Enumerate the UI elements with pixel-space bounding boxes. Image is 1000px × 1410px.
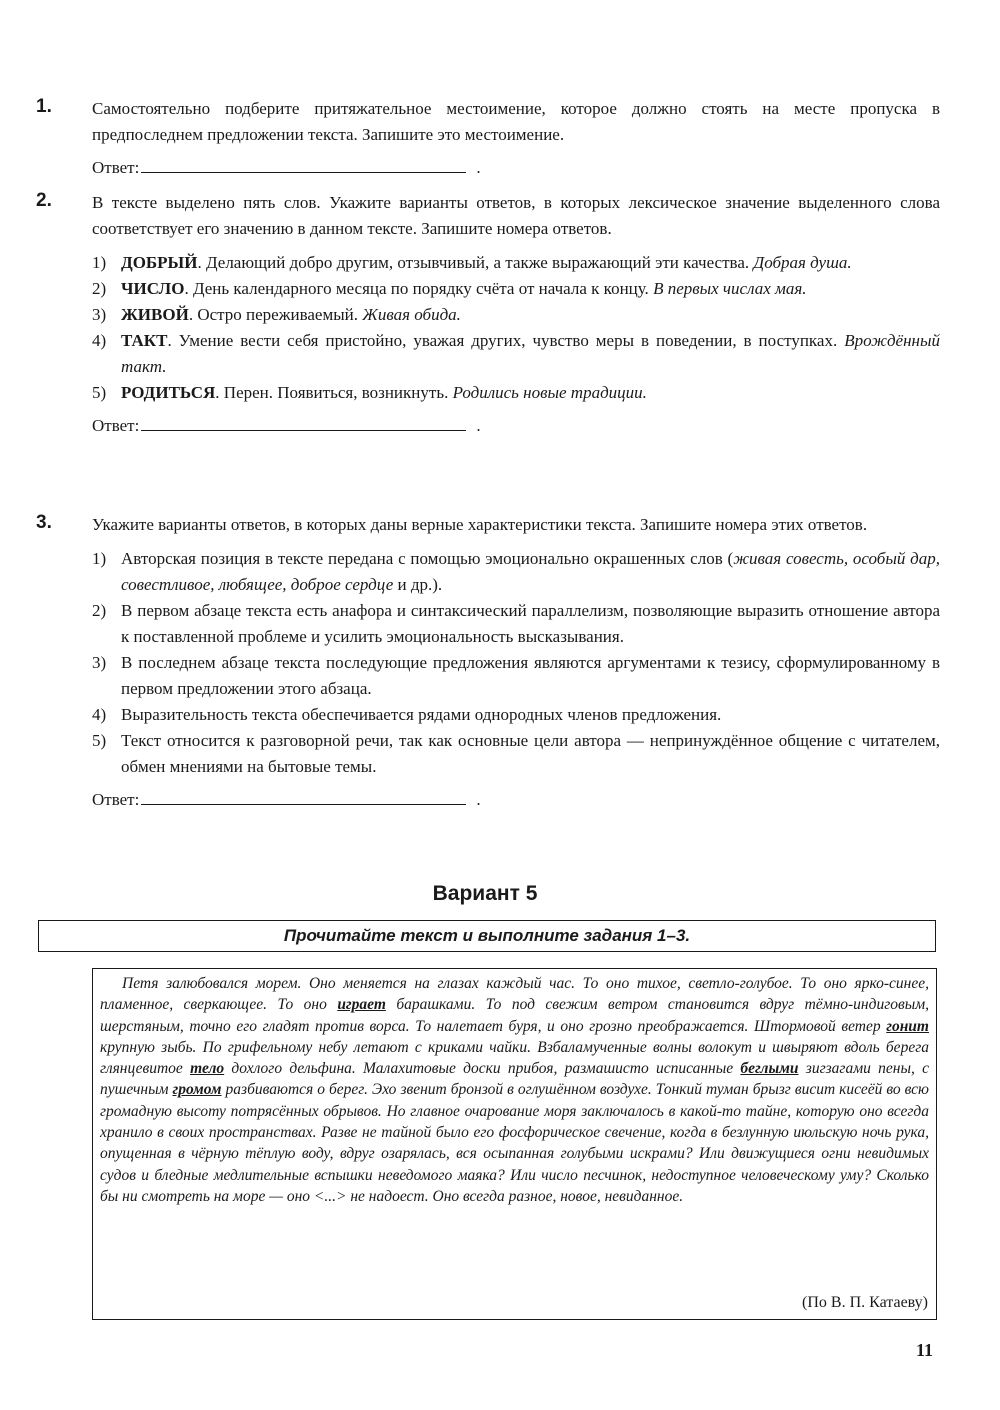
passage-text: Петя залюбовался морем. Оно меняется на глазах каждый час. То оно тихое, светло-голубое. То оно ярко-синее, пламенное, сверкающее. То оно играет барашками. То под свежим ветром становится вдруг тёмно-индиговым, шерстяным, точно его гладят против ворса. То налетает буря, и оно грозно преображается. Штормовой ветер гонит крупную зыбь. По грифельному небу летают с криками чайки. Взбаламученные волны волокут и швыряют вдоль берега глянцевитое тело дохлого дельфина. Малахитовые доски прибоя, размашисто исписанные беглыми зигзагами пены, с пушечным громом разбиваются о берег. Эхо звенит бронзой в оглушённом воздухе. Тонкий туман брызг висит кисеёй во всю громадную высоту потрясённых обрывов. Но главное очарование моря заключалось в какой-то тайне, которую оно всегда хранило в своих пространствах. Разве не тайной было его фосфорическое свечение, когда в безлунную июльскую ночь рука, опущенная в чёрную тёплую воду, вдруг озарялась, вся осыпанная голубыми искрами? Или движущиеся огни невидимых судов и бледные медлительные вспышки неведомого маяка? Или число песчинок, недоступное человеческому уму? Сколько бы ни смотреть на море — оно <...> не надоест. Оно всегда разное, новое, невиданное. <box>100 975 930 1205</box>
answer-field[interactable] <box>141 412 466 431</box>
answer-field[interactable] <box>141 154 466 173</box>
passage-author: (По В. П. Катаеву) <box>802 1293 928 1311</box>
option-3: 3) В последнем абзаце текста последующие предложения являются аргументами к тезису, сформулированному в первом предложении этого абзаца. <box>92 653 940 698</box>
highlighted-word: беглыми <box>740 1060 799 1078</box>
option-2: 2) ЧИСЛО. День календарного месяца по порядку счёта от начала к концу. В первых числах мая. <box>92 279 807 298</box>
option-1: 1) Авторская позиция в тексте передана с помощью эмоционально окрашенных слов (живая совесть, особый дар, совестливое, любящее, доброе сердце и др.). <box>92 549 940 594</box>
option-4: 4) ТАКТ. Умение вести себя пристойно, уважая других, чувство меры в поведении, в поступках. Врождённый такт. <box>92 331 940 376</box>
page-number: 11 <box>916 1340 934 1360</box>
task-number: 3. <box>36 512 52 533</box>
task-2 <box>36 190 940 439</box>
option-5: 5) РОДИТЬСЯ. Перен. Появиться, возникнуть. Родились новые традиции. <box>92 383 647 402</box>
highlighted-word: гонит <box>886 1017 929 1035</box>
option-4: 4) Выразительность текста обеспечивается рядами однородных членов предложения. <box>92 705 722 724</box>
task-text: Самостоятельно подберите притяжательное местоимение, которое должно стоять на месте пропуска в предпоследнем предложении текста. Запишите это местоимение. <box>92 99 940 144</box>
variant-title: Вариант 5 <box>432 882 538 905</box>
task-text: В тексте выделено пять слов. Укажите варианты ответов, в которых лексическое значение выделенного слова соответствует его значению в данном тексте. Запишите номера ответов. <box>92 193 940 238</box>
instruction-box: Прочитайте текст и выполните задания 1–3. <box>38 920 936 952</box>
task-1 <box>36 96 940 181</box>
keyword: ДОБРЫЙ <box>121 253 198 272</box>
keyword: РОДИТЬСЯ <box>121 383 216 402</box>
answer-label: Ответ: <box>92 790 140 809</box>
option-2: 2) В первом абзаце текста есть анафора и синтаксический параллелизм, позволяющие выразить отношение автора к поставленной проблеме и усилить эмоциональность высказывания. <box>92 601 940 646</box>
answer-row: Ответ: . <box>92 786 940 813</box>
option-3: 3) ЖИВОЙ. Остро переживаемый. Живая обида. <box>92 305 461 324</box>
answer-field[interactable] <box>141 786 466 805</box>
answer-label: Ответ: <box>92 158 140 177</box>
answer-row: Ответ: . <box>92 412 940 439</box>
task-number: 2. <box>36 190 52 211</box>
option-1: 1) ДОБРЫЙ. Делающий добро другим, отзывчивый, а также выражающий эти качества. Добрая душа. <box>92 253 852 272</box>
task-3 <box>36 512 940 813</box>
keyword: ТАКТ <box>121 331 168 350</box>
task-text: Укажите варианты ответов, в которых даны верные характеристики текста. Запишите номера этих ответов. <box>92 515 868 534</box>
task-number: 1. <box>36 96 52 117</box>
keyword: ЖИВОЙ <box>121 305 189 324</box>
reading-passage <box>92 968 937 1320</box>
highlighted-word: громом <box>172 1081 222 1099</box>
highlighted-word: играет <box>337 996 386 1014</box>
answer-row: Ответ: . <box>92 154 940 181</box>
highlighted-word: тело <box>190 1060 225 1078</box>
keyword: ЧИСЛО <box>121 279 185 298</box>
option-5: 5) Текст относится к разговорной речи, так как основные цели автора — непринуждённое общение с читателем, обмен мнениями на бытовые темы. <box>92 731 940 776</box>
answer-label: Ответ: <box>92 416 140 435</box>
